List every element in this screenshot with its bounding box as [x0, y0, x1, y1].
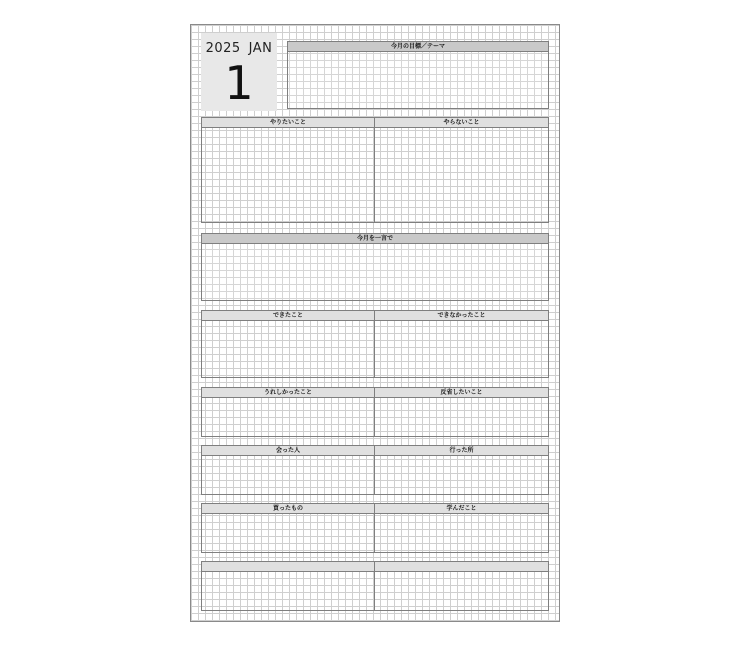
happy-box[interactable]	[202, 388, 375, 436]
date-year: 2025	[205, 41, 241, 56]
not-done-box[interactable]	[375, 311, 548, 377]
places-visited-label: 行った所	[375, 446, 548, 456]
done-section	[201, 310, 549, 378]
date-block	[201, 33, 277, 111]
reflect-label: 反省したいこと	[375, 388, 548, 398]
date-day: 1	[224, 56, 254, 110]
places-visited-box[interactable]	[375, 446, 548, 494]
want-to-do-label: やりたいこと	[202, 118, 374, 128]
want-dont-section	[201, 117, 549, 223]
blank-right-label	[375, 562, 548, 572]
bought-learned-section	[201, 503, 549, 553]
reflect-box[interactable]	[375, 388, 548, 436]
blank-left-box[interactable]	[202, 562, 375, 610]
learned-label: 学んだこと	[375, 504, 548, 514]
planner-page	[190, 24, 560, 622]
people-met-label: 会った人	[202, 446, 374, 456]
want-to-do-box[interactable]	[202, 118, 375, 222]
happy-reflect-section	[201, 387, 549, 437]
not-to-do-label: やらないこと	[375, 118, 548, 128]
monthly-theme-label: 今月の目標／テーマ	[288, 42, 548, 52]
date-year-month	[201, 41, 277, 56]
happy-label: うれしかったこと	[202, 388, 374, 398]
blank-right-box[interactable]	[375, 562, 548, 610]
date-month: JAN	[248, 41, 273, 56]
people-places-section	[201, 445, 549, 495]
monthly-theme-box[interactable]	[287, 41, 549, 109]
people-met-box[interactable]	[202, 446, 375, 494]
blank-section	[201, 561, 549, 611]
month-summary-box[interactable]	[201, 233, 549, 301]
done-box[interactable]	[202, 311, 375, 377]
bought-box[interactable]	[202, 504, 375, 552]
done-label: できたこと	[202, 311, 374, 321]
not-done-label: できなかったこと	[375, 311, 548, 321]
not-to-do-box[interactable]	[375, 118, 548, 222]
month-summary-label: 今月を一言で	[202, 234, 548, 244]
blank-left-label	[202, 562, 374, 572]
bought-label: 買ったもの	[202, 504, 374, 514]
learned-box[interactable]	[375, 504, 548, 552]
